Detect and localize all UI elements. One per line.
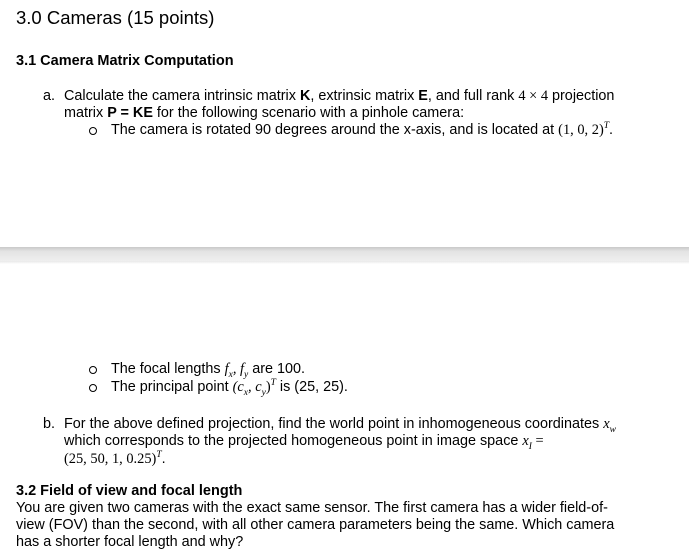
item-b-marker: b.	[43, 416, 56, 432]
bullet-2-text: The focal lengths $f_x$, $f_y$ are 100.	[111, 361, 306, 380]
item-a-line-2: matrix P = KE for the following scenario with a pinhole camera:	[64, 105, 465, 121]
item-b-line-3: (25, 50, 1, 0.25)$^T$.	[64, 450, 166, 467]
section-title: 3.0 Cameras (15 points)	[16, 7, 215, 28]
bullet-3-marker	[89, 384, 97, 392]
item-b-line-2: which corresponds to the projected homogeneous point in image space $x_I$ =	[64, 433, 544, 452]
bullet-1-marker	[89, 127, 97, 135]
s32-line-2: view (FOV) than the second, with all other camera parameters being the same. Which camera	[16, 517, 615, 533]
bullet-1-text: The camera is rotated 90 degrees around the x-axis, and is located at (1, 0, 2)$^T$.	[111, 121, 614, 138]
bullet-2-marker	[89, 366, 97, 374]
bullet-3-text: The principal point ($c_x$, $c_y)^T$ is (25, 25).	[111, 378, 348, 398]
page-break-shadow	[0, 261, 689, 264]
item-a-line-1: Calculate the camera intrinsic matrix K, extrinsic matrix E, and full rank 4 × 4 projection	[64, 88, 615, 104]
subsection-title-3-1: 3.1 Camera Matrix Computation	[16, 53, 234, 69]
subsection-title-3-2: 3.2 Field of view and focal length	[16, 483, 243, 499]
item-b-line-1: For the above defined projection, find the world point in inhomogeneous coordinates $x_w$	[64, 416, 616, 435]
s32-line-1: You are given two cameras with the exact same sensor. The first camera has a wider field-of-	[16, 500, 608, 516]
s32-line-3: has a shorter focal length and why?	[16, 534, 244, 550]
page-break-band	[0, 247, 689, 261]
item-a-marker: a.	[43, 88, 56, 104]
